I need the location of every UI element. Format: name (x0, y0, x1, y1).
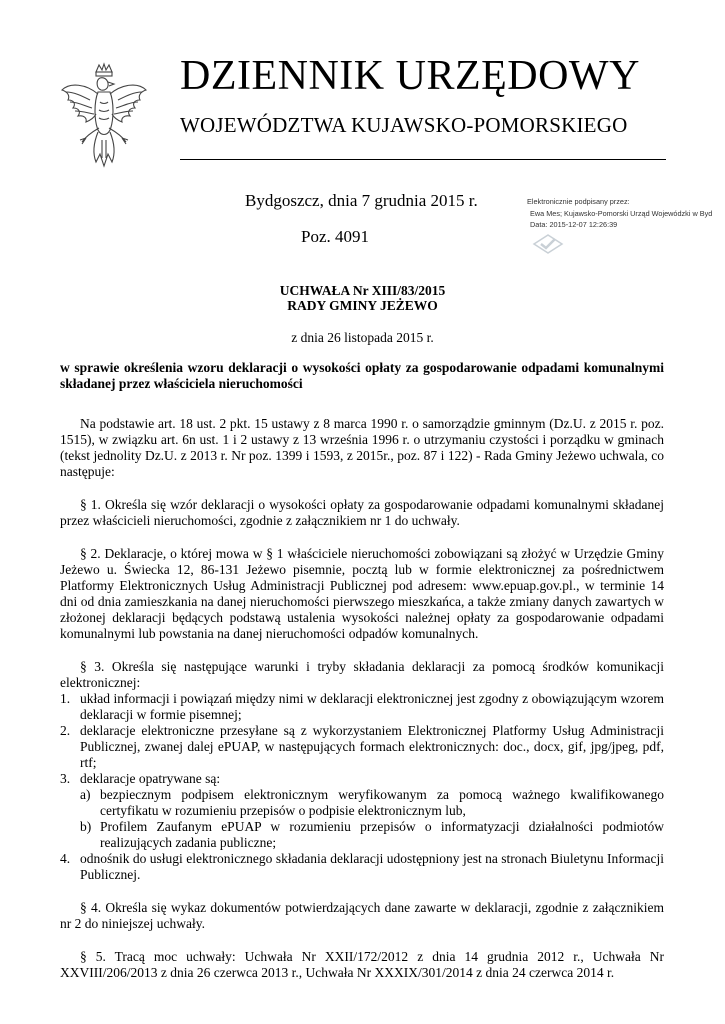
gazette-title: DZIENNIK URZĘDOWY (180, 53, 640, 99)
paragraph-1: § 1. Określa się wzór deklaracji o wysokości opłaty za gospodarowanie odpadami komunalnymi składanej przez właścicieli nieruchomości, zgodnie z załącznikiem nr 1 do uchwały. (60, 497, 664, 528)
list-item-text: deklaracje elektroniczne przesyłane są z wykorzystaniem Elektronicznej Platformy Usług Administracji Publicznej, zwanej dalej ePUAP, w następujących formach elektronicznych: doc., docx, gif, jpg/jpeg, pdf, rtf; (80, 723, 664, 770)
list-item-number: 4. (60, 851, 71, 866)
sub-list-item (60, 819, 664, 851)
list-item-number: 2. (60, 723, 71, 738)
list-item-text: układ informacji i powiązań między nimi w deklaracji elektronicznej jest zgodny z obowiązującym wzorem deklaracji w formie pisemnej; (80, 691, 664, 722)
gazette-subtitle: WOJEWÓDZTWA KUJAWSKO-POMORSKIEGO (180, 113, 628, 137)
signature-check-icon (532, 233, 564, 255)
resolution-subject: w sprawie określenia wzoru deklaracji o wysokości opłaty za gospodarowanie odpadami komunalnymi składanej przez właściciela nieruchomości (60, 360, 664, 391)
list-item-text: odnośnik do usługi elektronicznego składania deklaracji udostępniony jest na stronach Biuletynu Informacji Publicznej. (80, 851, 664, 882)
list-item (60, 691, 664, 723)
header-divider (180, 159, 666, 160)
signature-date: Data: 2015-12-07 12:26:39 (530, 220, 618, 229)
place-date: Bydgoszcz, dnia 7 grudnia 2015 r. (245, 191, 478, 210)
list-item-number: 1. (60, 691, 71, 706)
signature-line: Elektronicznie podpisany przez: (527, 197, 630, 206)
resolution-number: UCHWAŁA Nr XIII/83/2015 (279, 283, 446, 298)
list-item-text: deklaracje opatrywane są: (80, 771, 221, 786)
resolution-date: z dnia 26 listopada 2015 r. (291, 330, 434, 345)
resolution-content (60, 416, 664, 981)
signature-signer: Ewa Mes; Kujawsko-Pomorski Urząd Wojewódzki w Byd (530, 208, 713, 218)
paragraph-5: § 5. Tracą moc uchwały: Uchwała Nr XXII/172/2012 z dnia 14 grudnia 2012 r., Uchwała Nr XXVIII/206/2013 z dnia 26 czerwca 2013 r., Uchwała Nr XXXIX/301/2014 z dnia 24 czerwca 2014 r. (60, 949, 664, 980)
sub-list-item-letter: b) (80, 819, 92, 834)
electronic-signature-block (527, 196, 725, 231)
paragraph-4: § 4. Określa się wykaz dokumentów potwierdzających dane zawarte w deklaracji, zgodnie z załącznikiem nr 2 do niniejszej uchwały. (60, 900, 664, 931)
list-item (60, 771, 664, 787)
coat-of-arms-eagle-icon (58, 62, 150, 172)
list-item (60, 723, 664, 771)
sub-list-item-text: Profilem Zaufanym ePUAP w rozumieniu przepisów o informatyzacji działalności podmiotów realizujących zadania publiczne; (100, 819, 664, 850)
sub-list-item-letter: a) (80, 787, 91, 802)
preamble: Na podstawie art. 18 ust. 2 pkt. 15 ustawy z 8 marca 1990 r. o samorządzie gminnym (Dz.U. z 2015 r. poz. 1515), w związku art. 6n ust. 1 i 2 ustawy z 13 września 1996 r. o utrzymaniu czystości i porządku w gminach (tekst jednolity Dz.U. z 2013 r. Nr poz. 1399 i 1593, z 2015r., poz. 87 i 122) - Rada Gminy Jeżewo uchwala, co następuje: (60, 416, 664, 479)
sub-list-item-text: bezpiecznym podpisem elektronicznym weryfikowanym za pomocą ważnego kwalifikowanego certyfikatu w rozumieniu przepisów o podpisie elektronicznym lub, (100, 787, 664, 818)
paragraph-3-intro: § 3. Określa się następujące warunki i tryby składania deklaracji za pomocą środków komunikacji elektronicznej: (60, 659, 664, 690)
sub-list-item (60, 787, 664, 819)
resolution-body: RADY GMINY JEŻEWO (287, 298, 438, 313)
paragraph-2: § 2. Deklaracje, o której mowa w § 1 właściciele nieruchomości zobowiązani są złożyć w Urzędzie Gminy Jeżewo u. Świecka 12, 86-131 Jeżewo pisemnie, pocztą lub w formie elektronicznej za pośrednictwem Platformy Elektronicznych Usług Administracji Publicznej pod adresem: www.epuap.gov.pl., w terminie 14 dni od dnia zamieszkania na danej nieruchomości pierwszego mieszkańca, a także zmiany danych zawartych w złożonej deklaracji będących podstawą ustalenia wysokości należnej opłaty za gospodarowanie odpadami komunalnymi lub powstania na danej nieruchomości odpadów komunalnych. (60, 546, 664, 641)
position-number: Poz. 4091 (301, 227, 369, 246)
list-item (60, 851, 664, 883)
list-item-number: 3. (60, 771, 71, 786)
